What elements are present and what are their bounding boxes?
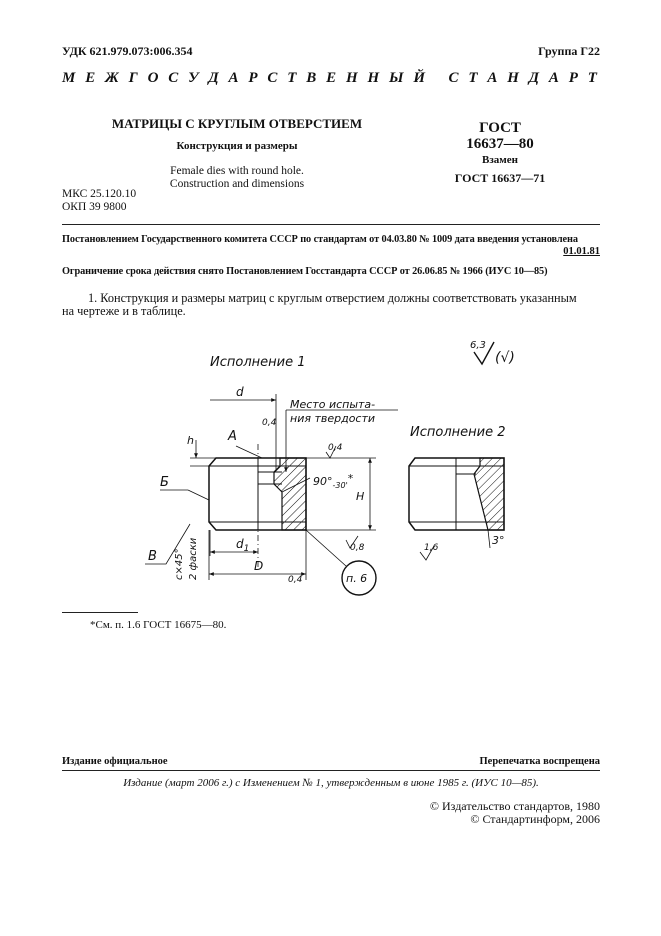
banner-letter: Т xyxy=(587,70,600,86)
svg-text:0,4: 0,4 xyxy=(328,443,343,453)
svg-text:0,4: 0,4 xyxy=(288,575,303,585)
limit-text: Ограничение срока действия снято Постановлением Госстандарта СССР от 26.06.85 № 1966 (ИУС 10—85) xyxy=(62,266,548,277)
banner-letter: М xyxy=(62,70,79,86)
banner-letter: Г xyxy=(128,70,141,86)
banner-letter: Д xyxy=(528,70,542,86)
copyright-2: © Стандартинформ, 2006 xyxy=(470,812,600,826)
roughness-symbol xyxy=(470,340,515,366)
group-code: Группа Г22 xyxy=(538,44,600,58)
svg-text:d1: $d_1$ xyxy=(236,537,250,554)
footnote: *См. п. 1.6 ГОСТ 16675—80. xyxy=(90,619,227,631)
banner-letter: Н xyxy=(367,70,383,86)
udc-code: УДК 621.979.073:006.354 xyxy=(62,44,193,58)
reprint-notice: Перепечатка воспрещена xyxy=(479,756,600,767)
banner-letter: Н xyxy=(345,70,361,86)
execution-2-label: Исполнение 2 xyxy=(410,425,506,440)
banner-letter: А xyxy=(548,70,562,86)
replaces-label: Взамен xyxy=(482,154,518,166)
document-title: МАТРИЦЫ С КРУГЛЫМ ОТВЕРСТИЕМ xyxy=(111,116,363,131)
banner-letter: Т xyxy=(287,70,300,86)
banner-letter: Н xyxy=(507,70,522,86)
banner-letter: А xyxy=(487,70,501,86)
banner-letter: С xyxy=(267,70,281,86)
svg-text:Б: Б xyxy=(160,475,169,490)
svg-text:п. 6: п. 6 xyxy=(346,572,368,585)
okp-code: ОКП 39 9800 xyxy=(62,201,127,213)
banner-letter: Р xyxy=(568,70,581,86)
banner-letter: Е xyxy=(85,70,99,86)
svg-text:0,4: 0,4 xyxy=(262,418,277,428)
banner-letter: Р xyxy=(248,70,261,86)
svg-text:d: d xyxy=(236,385,244,399)
decree-date: 01.01.81 xyxy=(563,246,600,257)
banner-letter: Ж xyxy=(105,70,122,86)
footnote-rule xyxy=(62,612,138,613)
die-execution-2 xyxy=(409,458,505,560)
official-edition: Издание официальное xyxy=(62,756,168,767)
banner-letter: Е xyxy=(326,70,340,86)
svg-text:А: А xyxy=(228,429,237,444)
paragraph-1-line-2: на чертеже и в таблице. xyxy=(62,304,186,318)
execution-1-label: Исполнение 1 xyxy=(210,355,306,370)
banner-letter: С xyxy=(448,70,462,86)
svg-text:H: H xyxy=(356,490,365,503)
footer-divider xyxy=(62,770,600,771)
banner-letter: Й xyxy=(413,70,429,86)
title-english-2: Construction and dimensions xyxy=(169,178,305,190)
banner-letter: О xyxy=(147,70,162,86)
document-subtitle: Конструкция и размеры xyxy=(176,140,298,152)
decree-text: Постановлением Государственного комитета СССР по стандартам от 04.03.80 № 1009 дата введения установлена xyxy=(62,234,578,245)
edition-note: Издание (март 2006 г.) с Изменением № 1, утвержденным в июне 1985 г. (ИУС 10—85). xyxy=(123,777,539,789)
svg-text:D: D xyxy=(254,559,264,573)
banner-letter: У xyxy=(188,70,202,86)
svg-text:В: В xyxy=(148,549,157,564)
banner-letter: Ы xyxy=(389,70,407,86)
svg-text:0,8: 0,8 xyxy=(350,543,365,553)
svg-text:90°-30'*: $90^\circ_{-30'}*$ xyxy=(313,472,354,490)
banner-letter: С xyxy=(168,70,182,86)
svg-text:ния твердости: ния твердости xyxy=(290,412,376,425)
mks-code: МКС 25.120.10 xyxy=(62,188,137,200)
banner-letter: Д xyxy=(208,70,222,86)
banner-letter: В xyxy=(306,70,320,86)
gost-number: 16637—80 xyxy=(466,136,534,152)
copyright-1: © Издательство стандартов, 1980 xyxy=(429,799,600,813)
gost-label: ГОСТ xyxy=(479,120,521,136)
svg-text:Место испыта-: Место испыта- xyxy=(290,398,376,411)
svg-text:3°: 3° xyxy=(492,534,505,547)
svg-text:1,6: 1,6 xyxy=(424,543,439,553)
svg-text:6,3: 6,3 xyxy=(470,340,486,351)
die-execution-1 xyxy=(209,444,306,568)
replaces-number: ГОСТ 16637—71 xyxy=(454,171,546,185)
banner-letter: А xyxy=(228,70,242,86)
svg-text:2 фаски: 2 фаски xyxy=(188,537,199,580)
svg-text:c×45°: c×45° xyxy=(174,548,185,580)
banner-letter: Т xyxy=(468,70,481,86)
paragraph-1-line-1: 1. Конструкция и размеры матриц с круглым отверстием должны соответствовать указанным xyxy=(88,291,577,305)
title-english-1: Female dies with round hole. xyxy=(170,165,304,177)
svg-text:(√): (√) xyxy=(495,350,515,366)
svg-text:h: h xyxy=(187,434,194,447)
dimensions-execution-1 xyxy=(145,385,398,595)
